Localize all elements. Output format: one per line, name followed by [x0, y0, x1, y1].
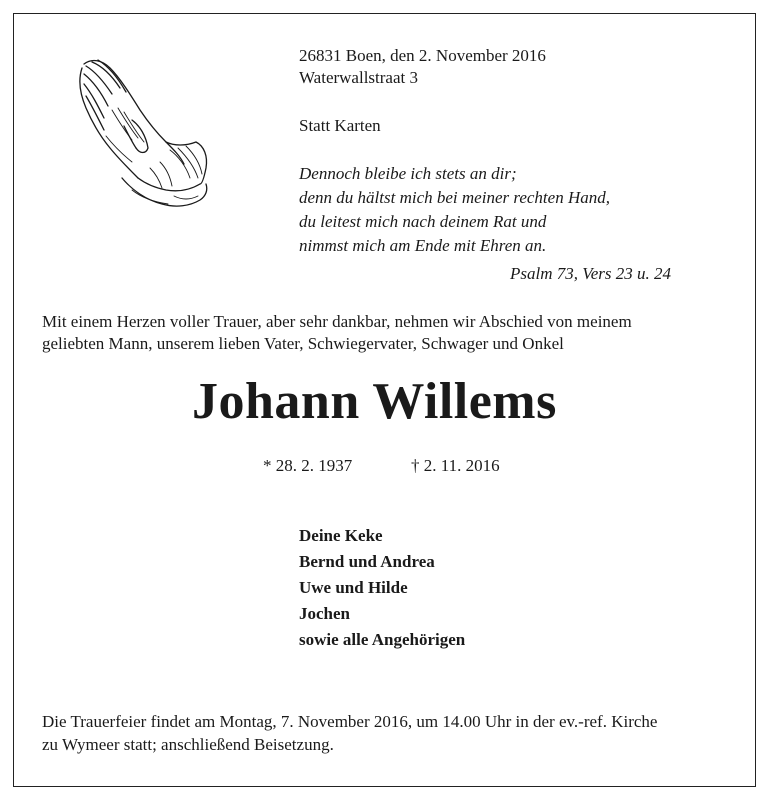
- statt-karten: Statt Karten: [299, 116, 381, 135]
- funeral-line-1: Die Trauerfeier findet am Montag, 7. November 2016, um 14.00 Uhr in der ev.-ref. Kirche: [42, 712, 658, 731]
- mourner: sowie alle Angehörigen: [299, 630, 466, 649]
- verse-line: du leitest mich nach deinem Rat und: [299, 212, 547, 231]
- mourner: Bernd und Andrea: [299, 552, 435, 571]
- funeral-line-2: zu Wymeer statt; anschließend Beisetzung.: [42, 735, 334, 754]
- place-date: 26831 Boen, den 2. November 2016: [299, 46, 546, 65]
- praying-hands-icon: [62, 50, 222, 230]
- birth-date: * 28. 2. 1937: [263, 456, 353, 475]
- mourner: Deine Keke: [299, 526, 383, 545]
- deceased-name: Johann Willems: [192, 373, 557, 430]
- verse-line: denn du hältst mich bei meiner rechten Hand,: [299, 188, 610, 207]
- intro-line-2: geliebten Mann, unserem lieben Vater, Schwiegervater, Schwager und Onkel: [42, 334, 564, 353]
- verse-reference: Psalm 73, Vers 23 u. 24: [510, 264, 672, 283]
- mourner: Uwe und Hilde: [299, 578, 408, 597]
- intro-line-1: Mit einem Herzen voller Trauer, aber sehr dankbar, nehmen wir Abschied von meinem: [42, 312, 632, 331]
- death-date: † 2. 11. 2016: [411, 456, 500, 475]
- street-address: Waterwallstraat 3: [299, 68, 418, 87]
- verse-line: nimmst mich am Ende mit Ehren an.: [299, 236, 547, 255]
- mourner: Jochen: [299, 604, 350, 623]
- verse-line: Dennoch bleibe ich stets an dir;: [299, 164, 517, 183]
